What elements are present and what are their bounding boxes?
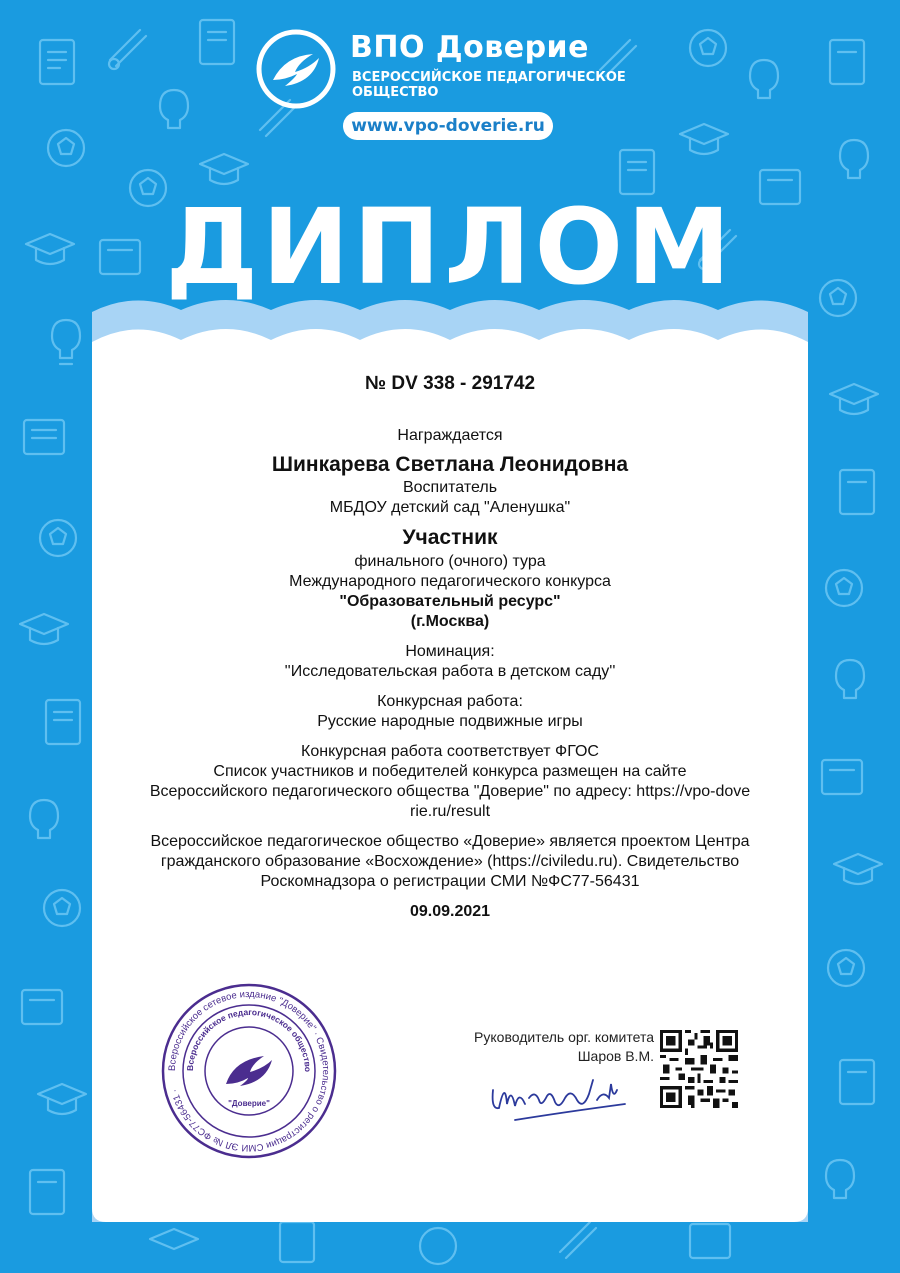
swirl-logo-icon [255,28,337,110]
brand-name: ВПО Доверие [350,30,589,65]
official-stamp [160,982,338,1160]
award-role: Участник [402,526,498,549]
fgos-note: Конкурсная работа соответствует ФГОС [301,743,599,760]
diploma-body [92,372,808,922]
competition-round: финального (очного) тура [354,553,546,570]
diploma-heading: ДИПЛОМ [165,186,735,308]
nomination-value: ''Исследовательская работа в детском саду'' [284,663,616,680]
diploma-number: № DV 338 - 291742 [364,373,536,394]
legal-note: Всероссийское педагогическое общество «Доверие» является проектом Центра гражданского образование «Восхождение» (https://civiledu.ru). Свидетельство Роскомнадзора о регистрации СМИ №ФС77-56431 [150,833,750,890]
website-link[interactable]: www.vpo-doverie.ru [343,112,553,140]
stamp-outer-text: Всероссийское сетевое издание "Доверие" · Свидетельство о регистрации СМИ ЭЛ № ФС77-56431 · [166,988,332,1154]
stamp-inner-text: Всероссийское педагогическое общество [184,1006,314,1073]
recipient-name: Шинкарева Светлана Леонидовна [271,453,629,476]
signature-title: Руководитель орг. комитета [474,1029,654,1045]
recipient-position: Воспитатель [402,479,498,496]
competition-type: Международного педагогического конкурса [289,573,611,590]
recipient-organization: МБДОУ детский сад "Аленушка" [329,499,571,516]
work-label: Конкурсная работа: [377,693,523,710]
list-note-line1: Список участников и победителей конкурса размещен на сайте [213,763,687,780]
qr-code-icon[interactable] [660,1030,738,1108]
handwritten-signature [485,1060,635,1132]
brand-subtitle: ВСЕРОССИЙСКОЕ ПЕДАГОГИЧЕСКОЕ ОБЩЕСТВО [352,70,626,100]
issue-date: 09.09.2021 [409,903,491,920]
nomination-label: Номинация: [405,643,495,660]
stamp-center-text: "Доверие" [228,1099,270,1108]
brand-logo [255,24,655,114]
competition-name: "Образовательный ресурс" [339,593,561,610]
awarded-label: Награждается [397,427,503,444]
signature-name: Шаров В.М. [577,1048,654,1064]
competition-city: (г.Москва) [410,613,490,630]
work-title: Русские народные подвижные игры [317,713,583,730]
list-note-line2: Всероссийского педагогического общества "Доверие" по адресу: https://vpo-doverie.ru/result [149,783,751,820]
